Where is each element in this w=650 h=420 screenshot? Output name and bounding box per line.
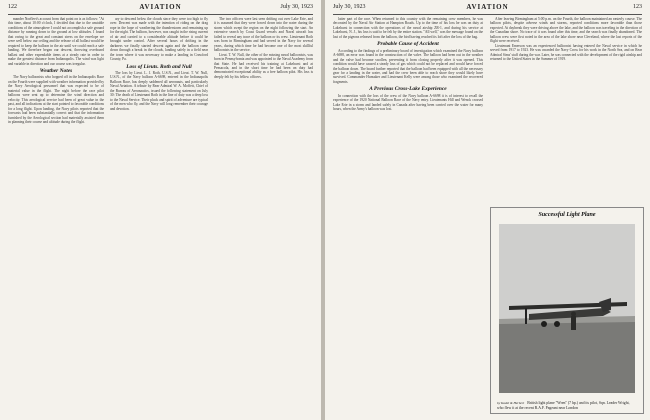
left-column-3 [214,17,313,417]
loss-text: The loss by Lieut. L. J. Roth, U.S.N., and Lieut. T. W. Null, U.S.N., of the Navy balloon A-6698, entered in the Indianapolis Balloon Race, has deeply saddened all aeronauts, and particularly Naval Aviation. A tribute by Rear Admiral W. A. Moffett, Chief of the Bureau of Aeronautics, issued the following statement on July 30: The death of Lieutenant Roth in the line of duty was a deep loss to the Naval Service. Their pluck and spirit of adventure are typical of the men who fly, and the Navy will long remember their courage and devotion. [110,71,208,111]
right-column-2 [490,17,642,203]
airplane-illustration [499,224,635,393]
left-page-number: 122 [8,4,17,10]
left-column-2 [110,17,208,417]
left-col3-text: The two officers were last seen drifting out over Lake Erie, and it is assumed that they were forced down into the water during the storm which swept the region on the night following the start. An extensive search by Coast Guard vessels and Naval aircraft has failed to reveal any trace of the balloon or its crew. Lieutenant Roth was born in Birmingham and had served in the Navy for several years, during which time he had become one of the most skillful balloonists in the service. [214,17,313,53]
probable-cause-text: According to the findings of a preliminary board of investigation which examined the Navy balloon A-6698, an error was found in the construction of the valve. The balloon had been out in the weather and the valve had become swollen, preventing it from closing properly after it was opened. This condition would have caused a steady loss of gas which could not be replaced and would have forced the balloon down. The board further reported that the balloon had been equipped with all the necessary gear for a landing in the water, and had the crew been able to reach shore they would likely have survived. Commander Hunsaker and Lieutenant Kelly were among those who examined the recovered fragments. [333,48,483,84]
right-col2-mid-text: Lieutenant Emerson was an experienced balloonist having entered the Naval service in which he served from 1917 to 1923. He was awarded the Navy Cross for his work in the North Sea, and on Rear Admiral Sims' staff during the war. Later, he was connected with the development of the rigid airship and returned to the United States in the Summer of 1919. [490,43,642,62]
left-col2-text: ary to descend below the clouds since they were too high to fly over. Descent was made with the intention of riding on the drag rope in the hope of weathering the thunderstorm and remaining up for the night. The balloon, however, was caught in the rising current of air and carried to a considerable altitude before it could be brought under control. After several hours of drifting in the darkness we finally started descent again and the balloon came down through a break in the clouds, landing safely in a field near the town where it was necessary to make a landing in Crawford County, Pa. [110,17,208,62]
right-header-rule [333,14,642,15]
weather-notes-heading: Weather Notes [39,67,73,74]
right-page-header [333,4,642,13]
left-page [0,0,321,420]
light-plane-photo [499,224,635,393]
left-header-rule [8,14,313,15]
weather-notes-text: The Navy balloonists who hopped off in the Indianapolis Race on the Fourth were supplied with weather information provided by the Navy Aerological personnel that was expected to be of material value in the flight. The night before the race pilot balloons were sent up to determine the wind direction and velocity. This aerological service had been of great value in the past, and all indications at the start pointed to favorable conditions for a long flight. Upon landing, the Navy pilots reported that the forecasts had been substantially correct and that the information furnished by the Aerological section had materially assisted them in planning their course and altitude during the flight. [8,75,104,125]
right-page-title: AVIATION [466,3,509,11]
photo-panel [490,207,644,414]
loss-heading: Loss of Lieuts. Roth and Null [126,63,192,70]
right-page-date: July 30, 1923 [333,4,366,10]
right-col1-text: latter part of the race. When returned to this country with the remaining crew members, he was decorated by the Naval Air Station at Hampton Roads. Up to the time of his loss he was on duty at Lakehurst in connection with the operations of the naval airship ZR-1, and during his service at Lakehurst, N. J., his loss is said to be felt by the entire station. "All well," was the message found on the last of the pigeons released from the balloon, the bird having reached its loft after the loss of the bag. [333,17,483,39]
right-column-1 [333,17,483,417]
photo-caption [497,401,637,410]
photo-caption-text: British light plane "Wren" (7 hp.) and its pilot, Sqn. Leader Wright, who flew it at the recent R.A.F. Pageant near London [497,401,630,410]
left-page-title: AVIATION [139,3,182,11]
left-col3-bottom-text: Lieut. T. W. Null, the other of the missing naval balloonists, was born in Pennsylvania and was appointed to the Naval Academy from that State. He had received his training at Lakehurst and at Pensacola, and in the short time he had been on duty had demonstrated exceptional ability as a free balloon pilot. His loss is deeply felt by his fellow officers. [214,52,313,79]
previous-crosslake-heading: A Previous Cross-Lake Experience [369,86,447,93]
previous-crosslake-text: In connection with the loss of the crew of the Navy balloon A-6698 it is of interest to recall the experience of the 1920 National Balloon Race of the Navy entry. Lieutenants Hill and Wenck crossed Lake Erie in a storm and landed safely in Canada after having been carried over the water for many hours, when the Army's balloon was lost. [333,93,483,112]
left-column-1 [8,17,104,417]
right-col2-text: After leaving Birmingham at 5:00 p.m. on the Fourth, the balloon maintained an easterly course. The balloon pilots, despite adverse winds and storms, reported conditions more favorable than those expected. At daybreak they were driving above the lake, and the balloon was traveling in the direction of the Canadian shore. No trace of it was found after this time, and the search was finally abandoned. The balloon crew were first noted in the area of the lake shore near Cleveland, where the last reports of the flight were received. [490,17,642,44]
left-page-date: July 30, 1923 [280,4,313,10]
probable-cause-heading: Probable Cause of Accident [377,41,439,48]
photo-credit: by Kadel & Herbert [497,401,525,406]
left-page-header [8,4,313,13]
photo-title: Successful Light Plane [538,212,596,218]
right-page [325,0,650,420]
right-page-number: 123 [633,4,642,10]
left-col1-text: mander Norfleet's account from that point on is as follows: "At this time, about 10:00 o'clock, I decided that due to the unstable conditions of the atmosphere I could not accomplish a safe ground distance by running down to the ground at low altitudes. I found that owing to the great and constant stress on the envelope we were well below our ceiling and the release of all ballast would be required to keep the balloon in the air until we could reach a safe landing. We therefore began our descent, throwing overboard ballast and other expendable items at a steady rate in order to make the greatest distance from Indianapolis. The wind was light and variable in direction and our course was irregular. [8,17,104,66]
